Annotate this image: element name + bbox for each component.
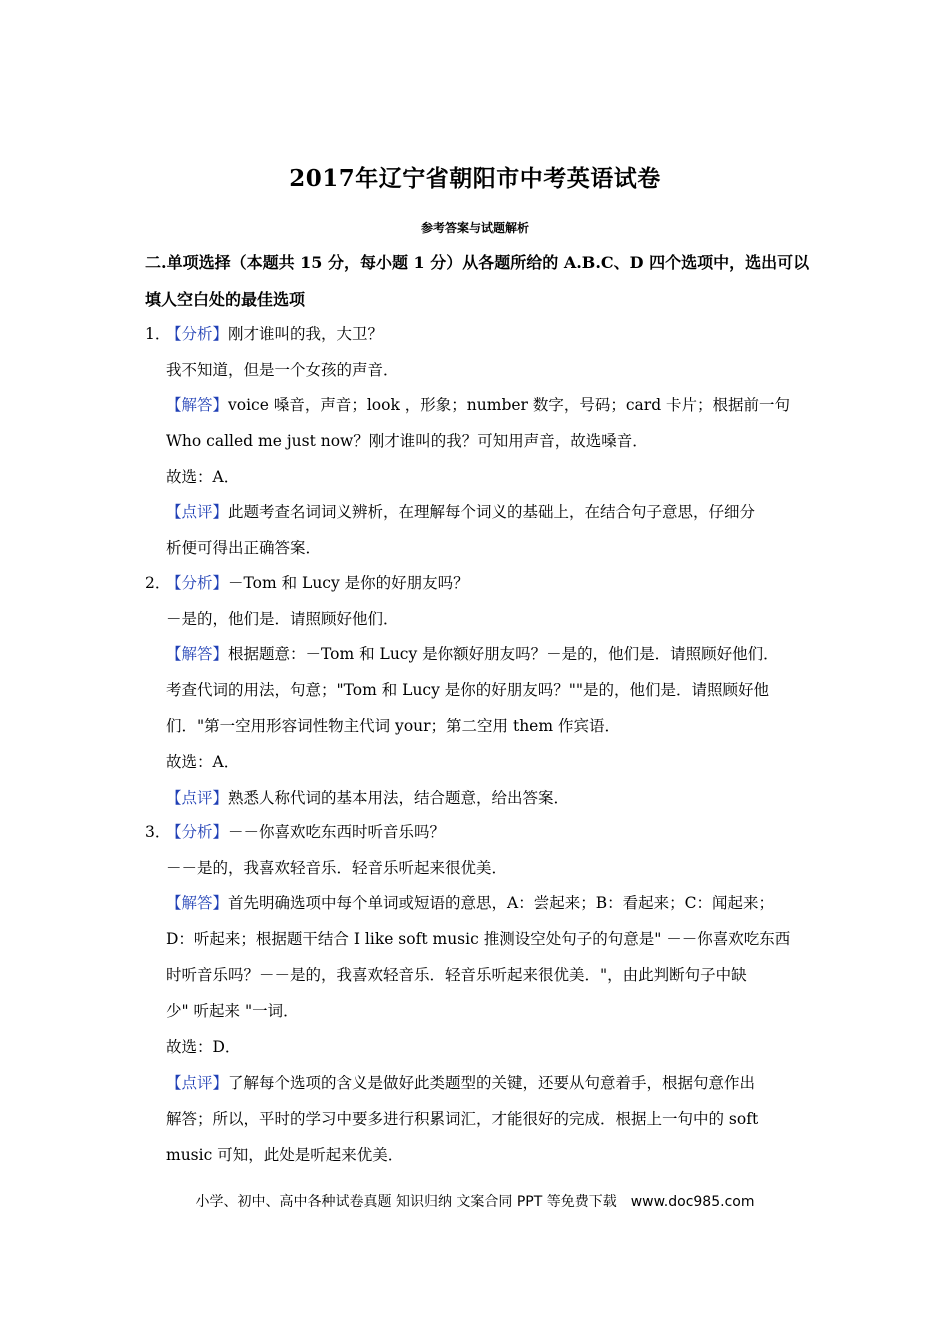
analysis-line xyxy=(166,571,826,593)
analysis-tag: 【分析】 xyxy=(166,823,229,841)
comment-text: 了解每个选项的含义是做好此类题型的关键，还要从句意着手，根据句意作出 xyxy=(228,1074,756,1092)
section-heading-line-1: 二.单项选择（本题共 15 分，每小题 1 分）从各题所给的 A.B.C、D 四个选项中，选出可以 xyxy=(145,253,810,272)
answer-text: 首先明确选项中每个单词或短语的意思，A：尝起来；B：看起来；C：闻起来； xyxy=(228,894,774,912)
answer-text: 时听音乐吗？－－是的，我喜欢轻音乐．轻音乐听起来很优美．"，由此判断句子中缺 xyxy=(166,966,747,984)
analysis-tag: 【分析】 xyxy=(166,574,229,592)
analysis-text: －是的，他们是．请照顾好他们． xyxy=(166,610,399,628)
comment-line xyxy=(166,500,826,522)
section-heading-line-2: 填人空白处的最佳选项 xyxy=(145,290,306,309)
document-title: 2017年辽宁省朝阳市中考英语试卷 xyxy=(289,165,661,192)
comment-text: music 可知，此处是听起来优美． xyxy=(166,1146,404,1164)
answer-tag: 【解答】 xyxy=(166,645,229,663)
comment-text: 此题考查名词词义辨析，在理解每个词义的基础上，在结合句子意思，仔细分 xyxy=(228,503,756,521)
answer-text: 考查代词的用法，句意；"Tom 和 Lucy 是你的好朋友吗？""是的，他们是．请照顾好他 xyxy=(166,681,770,699)
answer-tag: 【解答】 xyxy=(166,894,229,912)
question-number: 3． xyxy=(145,823,171,841)
question-number: 2． xyxy=(145,574,171,592)
choice-text: 故选：D． xyxy=(166,1038,241,1056)
analysis-line xyxy=(166,820,826,842)
analysis-text: －－是的，我喜欢轻音乐．轻音乐听起来很优美． xyxy=(166,859,508,877)
choice-text: 故选：A． xyxy=(166,468,240,486)
answer-tag: 【解答】 xyxy=(166,396,229,414)
analysis-text: 刚才谁叫的我，大卫？ xyxy=(228,325,384,343)
comment-tag: 【点评】 xyxy=(166,503,229,521)
answer-text: 们．"第一空用形容词性物主代词 your；第二空用 them 作宾语． xyxy=(166,717,620,735)
comment-tag: 【点评】 xyxy=(166,789,229,807)
question-number: 1． xyxy=(145,325,171,343)
answer-line xyxy=(166,642,826,664)
comment-line xyxy=(166,1071,826,1093)
document-subtitle: 参考答案与试题解析 xyxy=(420,221,529,235)
analysis-line xyxy=(166,322,826,344)
page-footer: 小学、初中、高中各种试卷真题 知识归纳 文案合同 PPT 等免费下载 www.doc985.com xyxy=(195,1194,755,1210)
answer-text: Who called me just now？刚才谁叫的我？可知用声音，故选嗓音． xyxy=(166,432,648,450)
comment-tag: 【点评】 xyxy=(166,1074,229,1092)
comment-line xyxy=(166,786,826,808)
answer-text: 根据题意：－Tom 和 Lucy 是你额好朋友吗？－是的，他们是．请照顾好他们． xyxy=(228,645,779,663)
choice-text: 故选：A． xyxy=(166,753,240,771)
answer-text: 少" 听起来 "一词． xyxy=(166,1002,299,1020)
comment-text: 熟悉人称代词的基本用法，结合题意，给出答案． xyxy=(228,789,570,807)
answer-line xyxy=(166,393,826,415)
comment-text: 解答；所以，平时的学习中要多进行积累词汇，才能很好的完成．根据上一句中的 soft xyxy=(166,1110,759,1128)
analysis-text: －Tom 和 Lucy 是你的好朋友吗？ xyxy=(228,574,469,592)
analysis-text: －－你喜欢吃东西时听音乐吗？ xyxy=(228,823,446,841)
answer-line xyxy=(166,891,826,913)
analysis-tag: 【分析】 xyxy=(166,325,229,343)
answer-text: voice 嗓音，声音；look ，形象；number 数字，号码；card 卡片；根据前一句 xyxy=(228,396,791,414)
comment-text: 析便可得出正确答案． xyxy=(166,539,322,557)
answer-text: D：听起来；根据题干结合 I like soft music 推测设空处句子的句意是" －－你喜欢吃东西 xyxy=(166,930,791,948)
analysis-text: 我不知道，但是一个女孩的声音． xyxy=(166,361,399,379)
